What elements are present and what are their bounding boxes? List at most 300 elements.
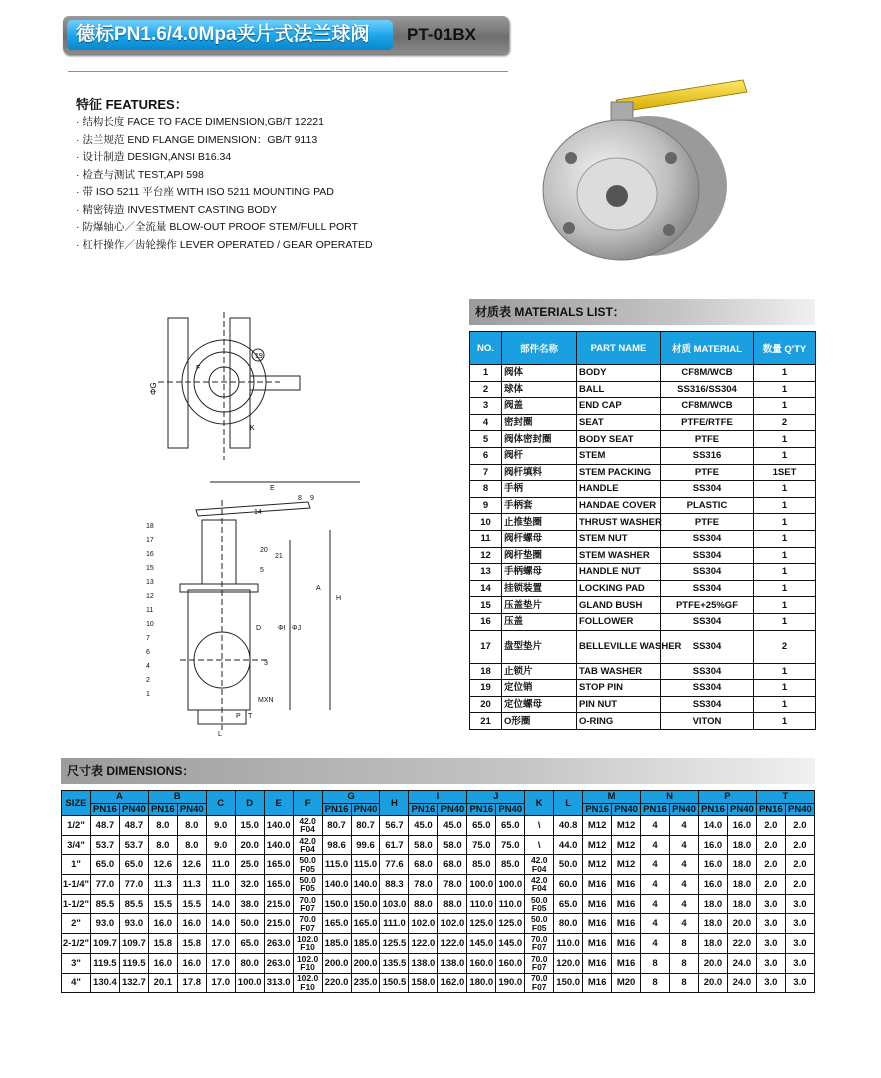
dimensions-cell: 140.0 [351, 875, 380, 895]
materials-cell: 12 [470, 547, 502, 564]
materials-cell: PTFE [661, 514, 754, 531]
dimensions-cell: 4 [641, 855, 670, 875]
dimensions-cell: 2-1/2" [62, 934, 91, 954]
materials-cell: 阀杆填料 [502, 464, 577, 481]
dimensions-cell: 77.6 [380, 855, 409, 875]
dimensions-cell: 14.0 [206, 894, 235, 914]
dimensions-cell: 68.0 [438, 855, 467, 875]
dimensions-cell: M16 [583, 973, 612, 993]
dimensions-cell: 150.0 [322, 894, 351, 914]
dim-label-g: ΦG [149, 382, 158, 395]
dimensions-cell: 8 [670, 953, 699, 973]
dimensions-cell: 1" [62, 855, 91, 875]
dimensions-cell: 65.0 [119, 855, 148, 875]
features-title: 特征 FEATURES： [76, 97, 188, 112]
dimensions-cell [293, 973, 322, 993]
dimensions-cell: 16.0 [177, 914, 206, 934]
materials-cell: SS304 [661, 663, 754, 680]
materials-row [470, 713, 816, 730]
dimensions-cell: 120.0 [554, 953, 583, 973]
dimensions-cell: 18.0 [727, 875, 756, 895]
dimensions-header-cell: L [554, 791, 583, 816]
dimensions-cell: 17.0 [206, 973, 235, 993]
dimensions-cell: 185.0 [322, 934, 351, 954]
dimensions-cell: \ [525, 835, 554, 855]
dimensions-cell: 85.5 [119, 894, 148, 914]
dimensions-cell: 61.7 [380, 835, 409, 855]
materials-cell: 4 [470, 414, 502, 431]
dimensions-subheader-cell: PN40 [785, 803, 814, 816]
dimensions-cell: 80.7 [351, 816, 380, 836]
materials-cell: 17 [470, 630, 502, 663]
materials-cell: 阀体 [502, 365, 577, 382]
dimensions-cell: 14.0 [206, 914, 235, 934]
dimensions-cell: M16 [583, 953, 612, 973]
dimensions-cell: 3/4" [62, 835, 91, 855]
dimensions-cell: M16 [583, 934, 612, 954]
dimensions-cell: 2.0 [756, 816, 785, 836]
materials-cell: 1 [754, 447, 816, 464]
dimensions-cell [525, 875, 554, 895]
dimensions-cell: 132.7 [119, 973, 148, 993]
dimensions-cell: 130.4 [90, 973, 119, 993]
dimensions-cell: 4 [670, 875, 699, 895]
dimensions-cell: 135.5 [380, 953, 409, 973]
materials-row [470, 547, 816, 564]
materials-cell: STOP PIN [577, 680, 661, 697]
dimensions-stacked-value: 102.0 [296, 973, 319, 984]
dimensions-cell: 88.3 [380, 875, 409, 895]
dimensions-title: 尺寸表 DIMENSIONS： [61, 758, 815, 784]
materials-cell: SS304 [661, 564, 754, 581]
dimensions-cell: 2" [62, 914, 91, 934]
callout-18: 18 [146, 523, 154, 530]
materials-cell: FOLLOWER [577, 613, 661, 630]
dimensions-cell: 100.0 [235, 973, 264, 993]
dimensions-cell: 20.0 [698, 973, 727, 993]
materials-cell: STEM [577, 447, 661, 464]
dimensions-header-cell: F [293, 791, 322, 816]
materials-cell: LOCKING PAD [577, 580, 661, 597]
materials-cell: SEAT [577, 414, 661, 431]
dimensions-cell: 8 [641, 953, 670, 973]
materials-cell: 14 [470, 580, 502, 597]
callout-9: 9 [310, 495, 314, 502]
dimensions-cell: 110.0 [554, 934, 583, 954]
dimensions-cell: 18.0 [698, 914, 727, 934]
materials-cell: 1 [754, 365, 816, 382]
dimensions-cell: \ [525, 816, 554, 836]
materials-cell: 止锁片 [502, 663, 577, 680]
dimensions-cell: M16 [612, 894, 641, 914]
dimensions-cell: 8 [641, 973, 670, 993]
dimensions-cell: 18.0 [727, 894, 756, 914]
dimensions-stacked-value: F07 [531, 981, 547, 992]
dimensions-cell: 4" [62, 973, 91, 993]
dimensions-cell: 32.0 [235, 875, 264, 895]
dimensions-cell: 185.0 [351, 934, 380, 954]
materials-cell: O形圈 [502, 713, 577, 730]
dimensions-cell: 18.0 [698, 894, 727, 914]
dimensions-cell: 93.0 [90, 914, 119, 934]
dimensions-cell: 140.0 [322, 875, 351, 895]
dimensions-subheader-cell: PN16 [641, 803, 670, 816]
dimensions-cell: 78.0 [409, 875, 438, 895]
dimensions-cell: 80.7 [322, 816, 351, 836]
dimensions-stacked-value: 70.0 [530, 953, 548, 964]
feature-item: · 设计制造 DESIGN,ANSI B16.34 [76, 151, 232, 163]
materials-header-cell: 数量 Q'TY [754, 332, 816, 365]
dimensions-cell: M16 [583, 894, 612, 914]
dimensions-cell: 56.7 [380, 816, 409, 836]
dimensions-cell: 215.0 [264, 894, 293, 914]
dimensions-cell: 50.0 [235, 914, 264, 934]
materials-cell: STEM PACKING [577, 464, 661, 481]
dimensions-cell: 3.0 [785, 973, 814, 993]
dimensions-cell: M16 [612, 953, 641, 973]
dimensions-cell: 109.7 [119, 934, 148, 954]
dimensions-cell [525, 914, 554, 934]
dimensions-cell: 3.0 [756, 914, 785, 934]
dimensions-cell: 50.0 [554, 855, 583, 875]
dimensions-subheader-cell: PN40 [438, 803, 467, 816]
callout-10: 10 [146, 621, 154, 628]
callout-21: 21 [275, 553, 283, 560]
dimensions-cell: 11.0 [206, 855, 235, 875]
dimensions-cell: 3.0 [756, 953, 785, 973]
dimensions-cell: 190.0 [496, 973, 525, 993]
dimensions-cell: 80.0 [235, 953, 264, 973]
materials-cell: 阀杆垫圈 [502, 547, 577, 564]
dimensions-cell: 11.3 [148, 875, 177, 895]
materials-cell: BODY SEAT [577, 431, 661, 448]
feature-item: · 杠杆操作／齿轮操作 LEVER OPERATED / GEAR OPERATED [76, 238, 373, 251]
dimensions-cell: 100.0 [467, 875, 496, 895]
materials-cell: SS304 [661, 481, 754, 498]
dimensions-stacked-value: F05 [300, 883, 315, 894]
dimensions-subheader-cell: PN40 [177, 803, 206, 816]
callout-17: 17 [146, 537, 154, 544]
dimensions-cell: 48.7 [90, 816, 119, 836]
materials-cell: 阀盖 [502, 398, 577, 415]
materials-table [469, 331, 816, 730]
materials-cell: 1SET [754, 464, 816, 481]
dimensions-cell: M12 [583, 855, 612, 875]
materials-cell: 5 [470, 431, 502, 448]
dimensions-cell: 3.0 [785, 953, 814, 973]
dimensions-cell: 16.0 [698, 835, 727, 855]
dimensions-stacked-value: 70.0 [530, 973, 548, 984]
materials-row [470, 497, 816, 514]
dimensions-header-cell: H [380, 791, 409, 816]
dimensions-cell: 16.0 [698, 875, 727, 895]
materials-cell: TAB WASHER [577, 663, 661, 680]
dimensions-cell: 80.0 [554, 914, 583, 934]
materials-cell: HANDLE [577, 481, 661, 498]
dimensions-cell: 200.0 [322, 953, 351, 973]
dim-label-a: A [316, 585, 321, 592]
dimensions-cell: 77.0 [119, 875, 148, 895]
materials-cell: 1 [754, 530, 816, 547]
dimensions-cell: 162.0 [438, 973, 467, 993]
dimensions-cell: 15.5 [148, 894, 177, 914]
materials-cell: SS304 [661, 680, 754, 697]
dimensions-header-cell: I [409, 791, 467, 804]
dimensions-stacked-value: 70.0 [299, 894, 316, 905]
materials-cell: 6 [470, 447, 502, 464]
callout-6: 6 [146, 649, 150, 656]
materials-cell: 止推垫圈 [502, 514, 577, 531]
dimensions-subheader-cell: PN16 [698, 803, 727, 816]
dimensions-header-cell: A [90, 791, 148, 804]
dimensions-cell: 85.0 [496, 855, 525, 875]
callout-16: 16 [146, 551, 154, 558]
materials-cell: SS316/SS304 [661, 381, 754, 398]
dimensions-stacked-value: F07 [531, 962, 547, 973]
dimensions-stacked-value: 50.0 [530, 894, 548, 905]
dimensions-cell: 24.0 [727, 953, 756, 973]
title-bar [63, 16, 509, 54]
materials-cell: 2 [470, 381, 502, 398]
materials-cell: SS304 [661, 547, 754, 564]
header-divider [68, 71, 508, 72]
dimensions-cell: 85.0 [467, 855, 496, 875]
dimensions-cell: 3" [62, 953, 91, 973]
dimensions-subheader-cell: PN40 [670, 803, 699, 816]
dimensions-row [62, 934, 815, 954]
materials-row [470, 431, 816, 448]
callout-8: 8 [298, 495, 302, 502]
materials-cell: 阀杆螺母 [502, 530, 577, 547]
dimensions-cell: 313.0 [264, 973, 293, 993]
dimensions-cell [293, 875, 322, 895]
dimensions-stacked-value: 42.0 [530, 855, 548, 866]
dimensions-stacked-value: F10 [300, 942, 315, 953]
materials-cell: PLASTIC [661, 497, 754, 514]
materials-header-cell: 材质 MATERIAL [661, 332, 754, 365]
materials-cell: 2 [754, 630, 816, 663]
dimensions-cell: M16 [612, 914, 641, 934]
materials-cell: 阀杆 [502, 447, 577, 464]
dimensions-cell: 165.0 [351, 914, 380, 934]
materials-cell: 挂锁装置 [502, 580, 577, 597]
dimensions-cell: 12.6 [177, 855, 206, 875]
dimensions-header-cell: T [756, 791, 814, 804]
dimensions-cell: 45.0 [409, 816, 438, 836]
dimensions-cell: 150.0 [351, 894, 380, 914]
materials-cell: 9 [470, 497, 502, 514]
dimensions-cell: 9.0 [206, 816, 235, 836]
materials-cell: 阀体密封圈 [502, 431, 577, 448]
materials-cell: 1 [754, 713, 816, 730]
dim-label-k: K [250, 425, 255, 432]
dimensions-cell: 16.0 [698, 855, 727, 875]
materials-cell: 1 [470, 365, 502, 382]
dimensions-header-cell: SIZE [62, 791, 91, 816]
dimensions-cell: 115.0 [322, 855, 351, 875]
dimensions-cell [293, 934, 322, 954]
dimensions-cell [525, 855, 554, 875]
dimensions-cell: 1-1/4" [62, 875, 91, 895]
materials-cell: PTFE [661, 431, 754, 448]
dimensions-cell: 150.0 [554, 973, 583, 993]
materials-cell: 1 [754, 431, 816, 448]
materials-header-cell: NO. [470, 332, 502, 365]
dimensions-row [62, 914, 815, 934]
materials-cell: 15 [470, 597, 502, 614]
dimensions-cell: 68.0 [409, 855, 438, 875]
dimensions-cell: 100.0 [496, 875, 525, 895]
dimensions-cell: 11.3 [177, 875, 206, 895]
dimensions-row [62, 855, 815, 875]
dimensions-cell: 18.0 [727, 835, 756, 855]
dimensions-cell: 12.6 [148, 855, 177, 875]
materials-cell: VITON [661, 713, 754, 730]
dimensions-cell: 40.8 [554, 816, 583, 836]
dimensions-cell: 9.0 [206, 835, 235, 855]
dimensions-header-cell: B [148, 791, 206, 804]
dimensions-cell: 165.0 [322, 914, 351, 934]
dimensions-stacked-value: F05 [531, 903, 547, 914]
page-title: 德标PN1.6/4.0Mpa夹片式法兰球阀 [67, 20, 393, 50]
dimensions-cell: 4 [641, 894, 670, 914]
dimensions-subheader-cell: PN40 [612, 803, 641, 816]
dim-label-l: L [218, 731, 222, 738]
dimensions-cell: 125.0 [496, 914, 525, 934]
materials-cell: PTFE [661, 464, 754, 481]
dimensions-cell: 145.0 [467, 934, 496, 954]
callout-19: 19 [255, 353, 263, 360]
feature-item: · 法兰规范 END FLANGE DIMENSION：GB/T 9113 [76, 133, 318, 146]
callout-5: 5 [260, 567, 264, 574]
feature-item: · 带 ISO 5211 平台座 WITH ISO 5211 MOUNTING PAD [76, 186, 334, 198]
dimensions-cell: 11.0 [206, 875, 235, 895]
dimensions-cell: M12 [583, 816, 612, 836]
callout-15: 15 [146, 565, 154, 572]
dimensions-cell: 138.0 [438, 953, 467, 973]
dimensions-cell: 15.8 [148, 934, 177, 954]
dimensions-cell: 4 [670, 816, 699, 836]
materials-row [470, 481, 816, 498]
dimensions-cell: 180.0 [467, 973, 496, 993]
dimensions-row [62, 816, 815, 836]
callout-3: 3 [264, 660, 268, 667]
dimensions-cell: 119.5 [119, 953, 148, 973]
callout-14: 14 [254, 509, 262, 516]
dimensions-cell: 8 [670, 934, 699, 954]
dimensions-cell [293, 835, 322, 855]
dimensions-cell: 103.0 [380, 894, 409, 914]
materials-cell: GLAND BUSH [577, 597, 661, 614]
callout-4: 4 [146, 663, 150, 670]
callout-20: 20 [260, 547, 268, 554]
materials-cell: 盘型垫片 [502, 630, 577, 663]
dimensions-header-cell: E [264, 791, 293, 816]
dimensions-cell: 4 [641, 934, 670, 954]
dimensions-cell: 45.0 [438, 816, 467, 836]
dimensions-stacked-value: F05 [300, 863, 315, 874]
dimensions-stacked-value: F10 [300, 962, 315, 973]
dimensions-cell: M12 [612, 835, 641, 855]
dimensions-cell: 115.0 [351, 855, 380, 875]
dimensions-stacked-value: F07 [531, 942, 547, 953]
dimensions-cell [293, 914, 322, 934]
dimensions-cell: 8.0 [177, 835, 206, 855]
dimensions-subheader-cell: PN16 [148, 803, 177, 816]
dimensions-header-cell: C [206, 791, 235, 816]
materials-row [470, 613, 816, 630]
dimensions-cell: 125.0 [467, 914, 496, 934]
dimensions-stacked-value: 42.0 [530, 874, 548, 885]
materials-cell: END CAP [577, 398, 661, 415]
dimensions-header-cell: M [583, 791, 641, 804]
dimensions-subheader-cell: PN40 [119, 803, 148, 816]
dimensions-header-cell: K [525, 791, 554, 816]
materials-cell: 球体 [502, 381, 577, 398]
dimensions-cell: 88.0 [409, 894, 438, 914]
dim-label-p: P [236, 713, 241, 720]
dimensions-subheader-cell: PN16 [467, 803, 496, 816]
materials-cell: THRUST WASHER [577, 514, 661, 531]
materials-row [470, 530, 816, 547]
callout-13: 13 [146, 579, 154, 586]
materials-row [470, 414, 816, 431]
dimensions-cell: 4 [670, 894, 699, 914]
dimensions-cell: 20.0 [727, 914, 756, 934]
dimensions-cell: 4 [670, 914, 699, 934]
materials-cell: SS304 [661, 696, 754, 713]
dimensions-cell: 65.0 [496, 816, 525, 836]
dimensions-cell [525, 973, 554, 993]
dimensions-cell: 18.0 [698, 934, 727, 954]
dimensions-cell: 110.0 [467, 894, 496, 914]
dimensions-cell: 98.6 [322, 835, 351, 855]
dimensions-stacked-value: 70.0 [530, 933, 548, 944]
dimensions-subheader-cell: PN16 [322, 803, 351, 816]
dimensions-header-cell: J [467, 791, 525, 804]
materials-cell: PIN NUT [577, 696, 661, 713]
dimensions-cell: 165.0 [264, 875, 293, 895]
dimensions-cell: 140.0 [264, 835, 293, 855]
dimensions-table [61, 790, 815, 993]
materials-cell: 1 [754, 680, 816, 697]
materials-cell: 1 [754, 613, 816, 630]
dimensions-cell [293, 894, 322, 914]
dimensions-cell: 8.0 [148, 816, 177, 836]
materials-cell: SS304 [661, 630, 754, 663]
dimensions-cell: 17.0 [206, 953, 235, 973]
dimensions-stacked-value: 50.0 [530, 914, 548, 925]
dimensions-cell: 140.0 [264, 816, 293, 836]
dimensions-cell: 75.0 [496, 835, 525, 855]
callout-2: 2 [146, 677, 150, 684]
dimensions-cell: 99.6 [351, 835, 380, 855]
materials-cell: 1 [754, 547, 816, 564]
dimensions-cell: 15.0 [235, 816, 264, 836]
materials-row [470, 696, 816, 713]
dimensions-cell: 122.0 [438, 934, 467, 954]
dimensions-row [62, 875, 815, 895]
dimensions-cell: 109.7 [90, 934, 119, 954]
materials-cell: 密封圈 [502, 414, 577, 431]
materials-cell: 16 [470, 613, 502, 630]
dim-label-mxn: MXN [258, 697, 274, 704]
materials-row [470, 381, 816, 398]
dimensions-cell: 3.0 [756, 934, 785, 954]
materials-cell: 手柄套 [502, 497, 577, 514]
dimensions-cell: 2.0 [785, 855, 814, 875]
dimensions-cell: 65.0 [554, 894, 583, 914]
